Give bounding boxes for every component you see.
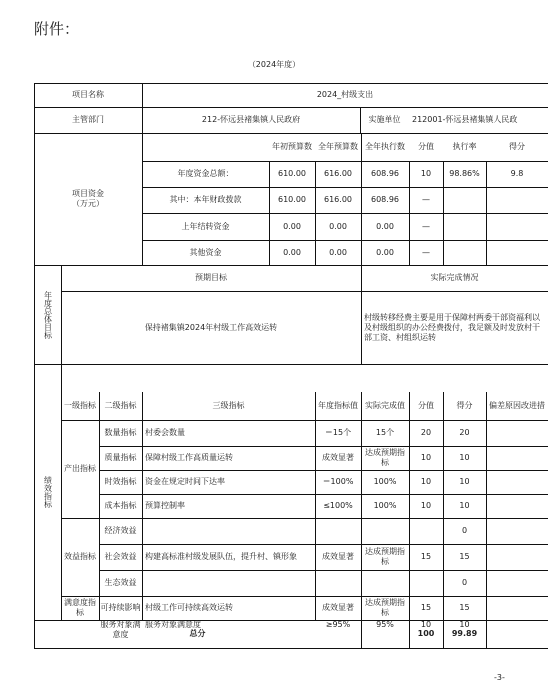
indicator-header-4: 实际完成值 [365, 401, 405, 410]
indicator-l2: 时效指标 [104, 477, 137, 486]
funds-header-4: 执行率 [452, 142, 477, 151]
funds-row-value: — [422, 247, 430, 257]
indicator-l3 [142, 518, 315, 544]
indicator-score [409, 518, 443, 544]
unit-label: 实施单位 [368, 115, 401, 124]
indicator-got: 10 [459, 477, 470, 486]
indicator-actual: 95% [376, 620, 394, 629]
funds-row-value: 0.00 [283, 247, 301, 257]
actual-label: 实际完成情况 [430, 273, 479, 282]
indicator-actual: 达成预期指标 [365, 448, 405, 467]
indicator-score [409, 570, 443, 596]
expected-label: 预期目标 [195, 273, 227, 282]
indicator-header-1: 二级指标 [104, 401, 137, 410]
indicator-header-0: 一级指标 [64, 401, 96, 410]
funds-row-value: — [422, 195, 430, 204]
indicator-target: 成效显著 [322, 603, 354, 612]
funds-row-value: 0.00 [329, 247, 347, 257]
funds-row-value [443, 213, 486, 240]
funds-row-value: 608.96 [371, 169, 399, 178]
indicator-l2: 成本指标 [104, 501, 137, 510]
funds-row-label: 年度资金总额： [177, 169, 234, 178]
indicator-header-6: 得分 [456, 401, 473, 410]
indicator-score: 10 [420, 620, 432, 629]
funds-row-value: 610.00 [278, 195, 306, 204]
indicator-l2: 社会效益 [104, 552, 137, 561]
indicator-got: 0 [461, 578, 468, 587]
table-rule [34, 648, 548, 649]
indicator-got: 15 [459, 552, 470, 561]
funds-row-value [443, 187, 486, 213]
funds-row-value: — [422, 221, 430, 231]
funds-row-label: 其他资金 [189, 247, 222, 257]
group-output: 产出指标 [64, 464, 96, 473]
indicator-l3: 预算控制率 [145, 501, 185, 510]
indicator-target: 成效显著 [322, 453, 354, 462]
indicator-got: 0 [461, 526, 468, 535]
total-got: 99.89 [451, 629, 478, 638]
indicator-actual: 达成预期指标 [365, 547, 405, 566]
indicator-l3: 村委会数量 [145, 428, 185, 437]
indicator-actual: 100% [373, 477, 397, 486]
funds-header-2: 全年执行数 [365, 142, 405, 151]
indicator-actual: 15个 [375, 428, 395, 437]
funds-row-value: 610.00 [278, 169, 306, 178]
indicator-header-3: 年度指标值 [318, 401, 358, 410]
indicator-actual [361, 570, 409, 596]
indicator-score: 10 [420, 477, 432, 486]
total-label: 总分 [189, 629, 206, 638]
funds-row-value [486, 213, 548, 240]
indicator-l3: 保障村级工作高质量运转 [145, 453, 233, 462]
funds-row-value: 616.00 [324, 169, 352, 178]
group-satisfaction: 满意度指标 [64, 598, 96, 617]
project-name-value: 2024_村级支出 [316, 90, 374, 99]
funds-row-value: 0.00 [283, 221, 301, 231]
funds-row-value: 10 [420, 169, 432, 178]
table-rule [34, 364, 548, 365]
indicator-score: 20 [420, 428, 432, 437]
funds-label: 项目资金 （万元） [72, 189, 104, 208]
funds-row-value: 0.00 [376, 247, 394, 257]
indicator-target: ＝15个 [324, 428, 352, 437]
funds-row-value: 0.00 [376, 221, 394, 231]
unit-value: 212001-怀远县褚集镇人民政 [412, 115, 518, 124]
indicator-l3: 资金在规定时间下达率 [145, 477, 225, 486]
funds-header-0: 年初预算数 [272, 142, 312, 151]
attachment-heading: 附件： [34, 20, 80, 38]
indicator-target [315, 570, 361, 596]
actual-text: 村级转移经费主要是用于保障村两委干部资福利以及村级组织的办公经费拨付，我足额及时发放村干部工资、村组织运转 [364, 312, 540, 342]
funds-header-3: 分值 [418, 142, 434, 151]
page-number: -3- [494, 673, 505, 682]
indicator-l2: 数量指标 [104, 428, 137, 437]
indicator-l3: 服务对象满意度 [145, 620, 201, 629]
indicator-l3: 构建高标准村级发展队伍，提升村、镇形象 [145, 552, 297, 561]
funds-row-value [443, 240, 486, 265]
total-score: 100 [417, 629, 435, 638]
funds-row-label: 上年结转资金 [181, 221, 230, 231]
indicator-target: ≥95% [325, 620, 351, 629]
indicator-score: 10 [420, 501, 432, 510]
funds-row-value: 616.00 [324, 195, 352, 204]
indicator-l2: 经济效益 [104, 526, 137, 535]
indicator-actual [361, 518, 409, 544]
indicator-target: ≤100% [323, 501, 353, 510]
indicator-score: 15 [420, 603, 432, 612]
indicator-l3 [142, 570, 315, 596]
indicator-score: 15 [420, 552, 432, 561]
indicator-target [315, 518, 361, 544]
indicator-got: 10 [459, 501, 470, 510]
group-benefit: 效益指标 [64, 552, 96, 561]
funds-row-value: 9.8 [510, 169, 524, 178]
indicator-header-5: 分值 [418, 401, 434, 410]
dept-value: 212-怀远县褚集镇人民政府 [201, 115, 301, 124]
funds-row-value: 0.00 [329, 221, 347, 231]
indicator-score: 10 [420, 453, 432, 462]
indicator-actual: 100% [373, 501, 397, 510]
indicator-got: 15 [459, 603, 470, 612]
project-name-label: 项目名称 [72, 90, 104, 99]
perf-label: 绩效指标 [43, 476, 53, 508]
expected-text: 保持褚集镇2024年村级工作高效运转 [144, 322, 278, 332]
indicator-actual: 达成预期指标 [365, 598, 405, 617]
indicator-got: 20 [459, 428, 470, 437]
indicator-got: 10 [459, 453, 470, 462]
funds-header-5: 得分 [509, 142, 525, 151]
year-label: （2024年度） [247, 60, 301, 69]
indicator-l2: 服务对象满意度 [100, 620, 141, 639]
indicator-l2: 生态效益 [104, 578, 137, 587]
funds-row-value [486, 240, 548, 265]
indicator-header-2: 三级指标 [212, 401, 245, 410]
funds-row-value: 98.86% [449, 169, 480, 178]
indicator-l2: 可持续影响 [100, 603, 141, 612]
indicator-header-7: 偏差原因改进措 [489, 401, 545, 410]
funds-row-label: 其中：本年财政拨款 [169, 195, 242, 204]
dept-label: 主管部门 [72, 115, 104, 124]
indicator-target: 成效显著 [322, 552, 354, 561]
funds-row-value [486, 187, 548, 213]
indicator-target: ＝100% [322, 477, 354, 486]
funds-header-1: 全年预算数 [318, 142, 358, 151]
table-rule [486, 392, 487, 649]
funds-row-value: 608.96 [371, 195, 399, 204]
indicator-got: 10 [459, 620, 470, 629]
goal-label: 年度总体目标 [43, 290, 53, 339]
indicator-l2: 质量指标 [104, 453, 137, 462]
indicator-l3: 村级工作可持续高效运转 [145, 603, 233, 612]
